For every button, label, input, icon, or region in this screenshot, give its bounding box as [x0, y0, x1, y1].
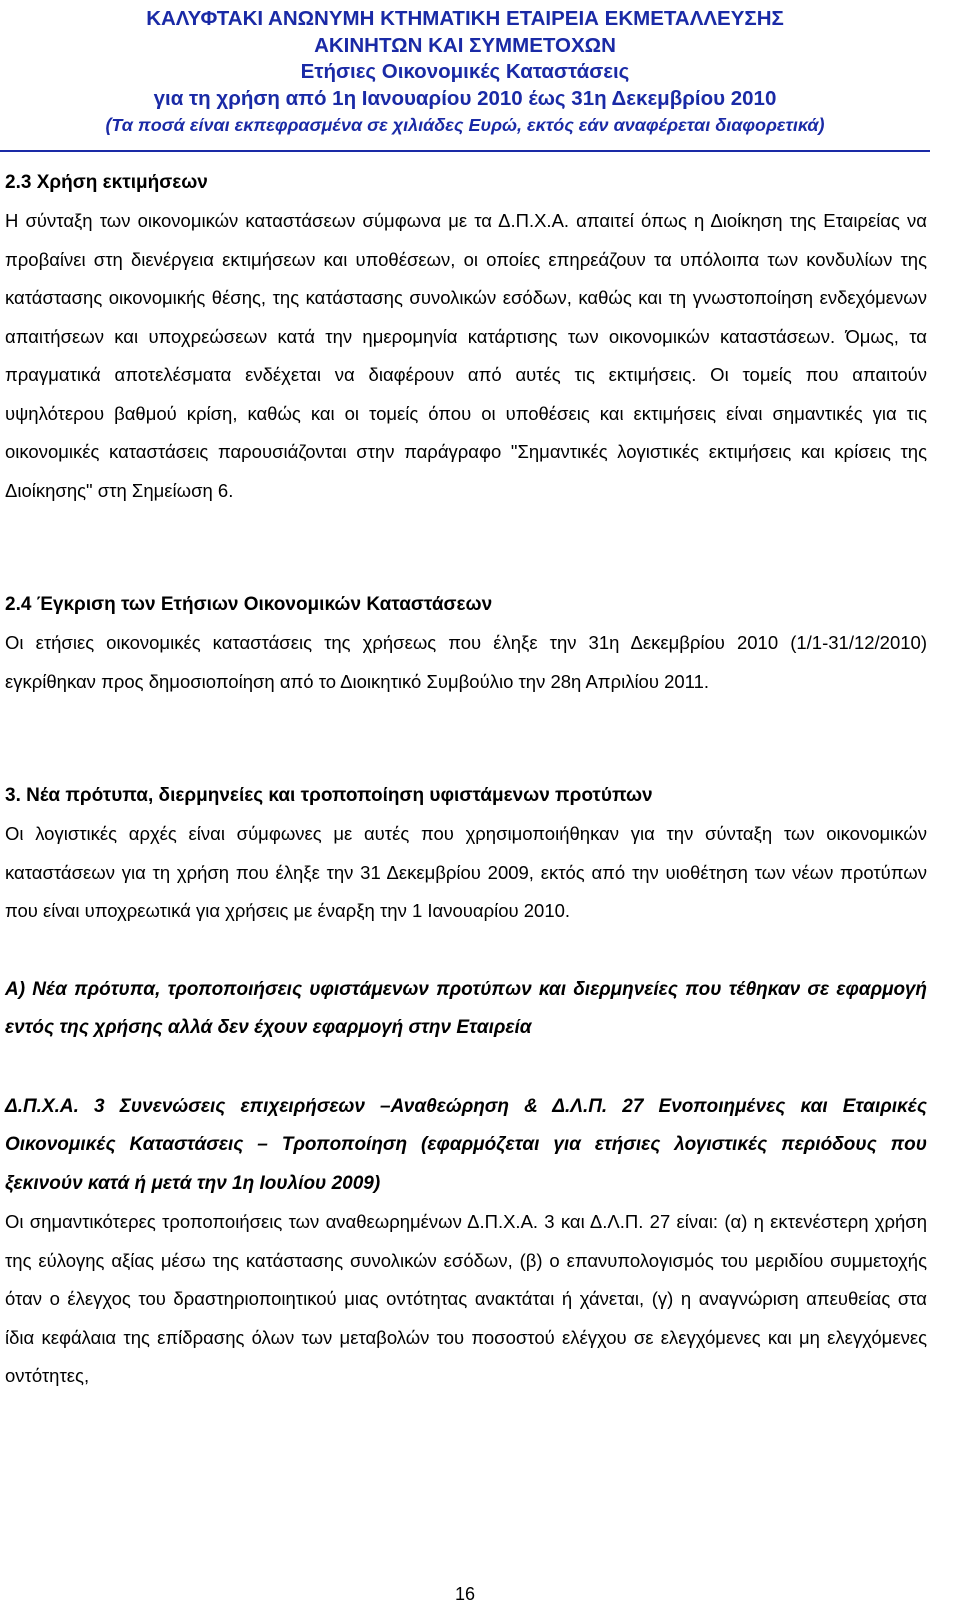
ifrs3-body: Οι σημαντικότερες τροποποιήσεις των αναθεωρημένων Δ.Π.Χ.Α. 3 και Δ.Λ.Π. 27 είναι: (α) η εκτενέστερη χρήση της εύλογης αξίας μέσω της κατάστασης συνολικών εσόδων, (β) ο επανυπολογισμός του μεριδίου συμμετοχής όταν ο έλεγχος του δραστηριοποιητικού μιας οντότητας ανακτάται ή χάνεται, (γ) η αναγνώριση απευθείας στα ίδια κεφάλαια της επίδρασης όλων των μεταβολών του ποσοστού ελέγχου σε ελεγχόμενες και μη ελεγχόμενες οντότητες, — [5, 1211, 927, 1386]
header-divider — [0, 150, 930, 152]
section-3-title: 3. Νέα πρότυπα, διερμηνείες και τροποποίηση υφιστάμενων προτύπων — [5, 785, 653, 806]
section-3-body: Οι λογιστικές αρχές είναι σύμφωνες με αυτές που χρησιμοποιήθηκαν για την σύνταξη των οικονομικών καταστάσεων για τη χρήση που έληξε την 31 Δεκεμβρίου 2009, εκτός από την υιοθέτηση των νέων προτύπων που είναι υποχρεωτικά για χρήσεις με έναρξη την 1 Ιανουαρίου 2010. — [5, 823, 927, 921]
ifrs3-title: Δ.Π.Χ.Α. 3 Συνενώσεις επιχειρήσεων –Αναθεώρηση & Δ.Λ.Π. 27 Ενοποιημένες και Εταιρικές Οικονομικές Καταστάσεις – Τροποποίηση (εφαρμόζεται για ετήσιες λογιστικές περιόδους που ξεκινούν κατά ή μετά την 1η Ιουλίου 2009) — [5, 1095, 927, 1194]
spacer — [5, 1048, 927, 1088]
section-2-3-title: 2.3 Χρήση εκτιμήσεων — [5, 172, 208, 193]
company-name-line1: ΚΑΛΥΦΤΑΚΙ ΑΝΩΝΥΜΗ ΚΤΗΜΑΤΙΚΗ ΕΤΑΙΡΕΙΑ ΕΚΜΕΤΑΛΛΕΥΣΗΣ — [146, 7, 784, 30]
currency-note: (Τα ποσά είναι εκπεφρασμένα σε χιλιάδες Ευρώ, εκτός εάν αναφέρεται διαφορετικά) — [105, 115, 825, 135]
section-2-4-body: Οι ετήσιες οικονομικές καταστάσεις της χρήσεως που έληξε την 31η Δεκεμβρίου 2010 (1/1-31/12/2010) εγκρίθηκαν προς δημοσιοποίηση από το Διοικητικό Συμβούλιο την 28η Απριλίου 2011. — [5, 632, 927, 692]
document-body — [5, 164, 927, 1396]
spacer — [5, 701, 927, 777]
reporting-period: για τη χρήση από 1η Ιανουαρίου 2010 έως 31η Δεκεμβρίου 2010 — [153, 86, 777, 110]
company-name-line2: ΑΚΙΝΗΤΩΝ ΚΑΙ ΣΥΜΜΕΤΟΧΩΝ — [314, 33, 616, 57]
section-2-3-body: Η σύνταξη των οικονομικών καταστάσεων σύμφωνα με τα Δ.Π.Χ.Α. απαιτεί όπως η Διοίκηση της Εταιρείας να προβαίνει στη διενέργεια εκτιμήσεων και υποθέσεων, οι οποίες επηρεάζουν τα υπόλοιπα των κονδυλίων της κατάστασης οικονομικής θέσης, της κατάστασης συνολικών εσόδων, καθώς και τη γνωστοποίηση ενδεχόμενων απαιτήσεων και υποχρεώσεων κατά την ημερομηνία κατάρτισης των οικονομικών καταστάσεων. Όμως, τα πραγματικά αποτελέσματα ενδέχεται να διαφέρουν από αυτές τις εκτιμήσεις. Οι τομείς που απαιτούν υψηλότερου βαθμού κρίση, καθώς και οι τομείς όπου οι υποθέσεις και εκτιμήσεις είναι σημαντικές για τις οικονομικές καταστάσεις παρουσιάζονται στην παράγραφο "Σημαντικές λογιστικές εκτιμήσεις και κρίσεις της Διοίκησης" στη Σημείωση 6. — [5, 210, 927, 501]
section-2-4-title: 2.4 Έγκριση των Ετήσιων Οικονομικών Καταστάσεων — [5, 594, 493, 615]
document-header — [0, 6, 930, 138]
spacer — [5, 510, 927, 586]
page-number: 16 — [454, 1584, 476, 1604]
statement-title: Ετήσιες Οικονομικές Καταστάσεις — [300, 60, 630, 83]
subsection-a-title: Α) Νέα πρότυπα, τροποποιήσεις υφιστάμενων προτύπων και διερμηνείες που τέθηκαν σε εφαρμογή εντός της χρήσης αλλά δεν έχουν εφαρμογή στην Εταιρεία — [5, 978, 927, 1038]
spacer — [5, 931, 927, 971]
